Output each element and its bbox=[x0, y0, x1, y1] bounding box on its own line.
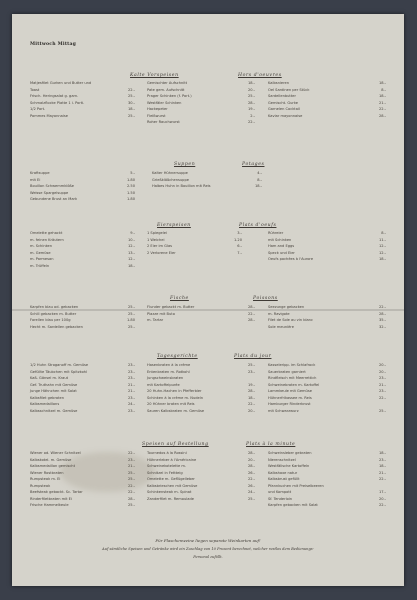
menu-item-price: 21.- bbox=[378, 470, 386, 475]
menu-item-name: Oel Sardinen per Stück bbox=[268, 87, 310, 92]
menu-item-name: Wiener Rostbraten bbox=[30, 470, 64, 475]
menu-item-price: 18.- bbox=[378, 257, 386, 261]
menu-item-price: 28.- bbox=[247, 451, 255, 455]
menu-item-price: 28.- bbox=[247, 389, 255, 393]
menu-item-name: Oeufs pochées à l'Aurore bbox=[268, 257, 314, 261]
menu-item-price: 23.- bbox=[378, 457, 386, 462]
menu-item-name: Kasseleripp. im Schlafrock bbox=[268, 363, 316, 367]
items-tagesgerichte-left bbox=[30, 362, 135, 414]
menu-item-price: 25.- bbox=[127, 477, 135, 481]
menu-item-price: 20.- bbox=[378, 363, 386, 367]
menu-item-name: Toast bbox=[30, 87, 40, 92]
menu-item bbox=[30, 502, 135, 509]
menu-item-price: 20.- bbox=[247, 457, 255, 462]
menu-item-price: 18.- bbox=[247, 395, 255, 400]
menu-item-name: Kraftsuppe bbox=[30, 171, 50, 175]
items-eierspeisen-mid bbox=[147, 230, 242, 256]
menu-item-price: 25.- bbox=[378, 408, 386, 413]
menu-item bbox=[30, 408, 135, 415]
menu-item-name: Garnelen Cocktail bbox=[268, 107, 300, 111]
menu-item-price: 1.80 bbox=[126, 177, 135, 182]
menu-item-name: m. Gemüse bbox=[30, 250, 51, 255]
menu-item bbox=[268, 113, 386, 120]
menu-item-name: Kalbsbrieschen mit Gemüse bbox=[147, 483, 198, 488]
footer-wine-note: Für Flaschenweine liegen separate Weinkarten auf! bbox=[155, 538, 261, 543]
menu-item-name: Pfannkuchen mit Preiselbeeren bbox=[268, 483, 324, 488]
menu-item-price: 21.- bbox=[127, 464, 135, 468]
menu-item-name: Kaß. Gänsel m. Kraut bbox=[30, 376, 69, 380]
menu-item-name: Karpfen gebacken mit Salat bbox=[268, 503, 318, 507]
menu-item-price: 28.- bbox=[247, 464, 255, 468]
items-hors-doeuvres bbox=[268, 80, 386, 119]
menu-item-name: Lammkeule mit Gemüse bbox=[268, 389, 312, 393]
menu-item-name: Hühnerfrikassee m. Reis bbox=[268, 395, 312, 400]
menu-item-price: 22.- bbox=[247, 402, 255, 406]
menu-item-price: 7.- bbox=[237, 250, 242, 255]
menu-item-name: Sf. Tenderloin bbox=[268, 496, 293, 501]
items-kalte-vorspeisen-mid bbox=[147, 80, 255, 126]
menu-item-name: mit Schwarzwurz bbox=[268, 408, 299, 413]
menu-item-name: Hühnerleber à l'Américaine bbox=[147, 457, 197, 462]
menu-item-price: 19.- bbox=[247, 382, 255, 387]
menu-item-name: Kalter Hühnersuppe bbox=[152, 171, 188, 175]
menu-item-price: 28.- bbox=[247, 305, 255, 309]
menu-item-price: 22.- bbox=[378, 503, 386, 507]
menu-item-price: 20.- bbox=[378, 369, 386, 374]
menu-item bbox=[268, 502, 386, 509]
menu-item-price: 25.- bbox=[247, 363, 255, 367]
menu-item-price: 26.- bbox=[247, 483, 255, 488]
menu-item-price: 22.- bbox=[127, 490, 135, 494]
items-plats-doeufs bbox=[268, 230, 386, 263]
menu-item-price: 21.- bbox=[378, 382, 386, 387]
menu-item-name: Schinkensteak m. Spinat bbox=[147, 490, 192, 494]
heading-plats-doeufs: Plats d'oeufs bbox=[239, 223, 277, 228]
menu-item-price: 12.- bbox=[127, 244, 135, 248]
heading-fische: Fische bbox=[170, 296, 189, 301]
items-speisen-auf-bestellung-left bbox=[30, 450, 135, 509]
menu-item-name: Grießklößchensuppe bbox=[152, 177, 189, 182]
menu-item-name: Schweinekotelette m. bbox=[147, 464, 186, 468]
menu-item-price: 25.- bbox=[247, 94, 255, 98]
menu-item-price: 25.- bbox=[127, 113, 135, 118]
menu-item-price: 25.- bbox=[247, 496, 255, 501]
menu-item-name: Kalbsschnitzel m. Gemüse bbox=[30, 408, 78, 413]
menu-item-price: 23.- bbox=[127, 369, 135, 374]
menu-item-name: Schmalzflocke Platte 1 i. Porti. bbox=[30, 100, 85, 105]
menu-item-name: Hackepeter bbox=[147, 107, 168, 111]
menu-item-name: Omelette gehackt bbox=[30, 231, 63, 235]
menu-item-name: Karpfen blau od. gebacken bbox=[30, 305, 79, 309]
menu-item-price: 18.- bbox=[247, 81, 255, 85]
menu-item-price: 4.- bbox=[257, 171, 262, 175]
menu-item-price: 22.- bbox=[378, 107, 386, 111]
menu-item-name: mit Kartoffelpurée bbox=[147, 382, 180, 387]
menu-item-price: 28.- bbox=[378, 113, 386, 118]
menu-item-name: Flunder gebackt m. Butter bbox=[147, 305, 195, 309]
menu-item-name: Gemischt. Gurke bbox=[268, 100, 299, 105]
heading-poissons: Poissons bbox=[253, 296, 278, 301]
menu-item-name: Forellen blau per 100g bbox=[30, 318, 71, 322]
menu-item-name: Rühreier bbox=[268, 231, 284, 235]
menu-item-price: 22.- bbox=[127, 451, 135, 455]
menu-item-price: 18.- bbox=[378, 81, 386, 85]
menu-item-price: 32.- bbox=[378, 324, 386, 329]
menu-item-price: 1.50 bbox=[126, 190, 135, 195]
menu-item-price: 25.- bbox=[127, 311, 135, 316]
heading-plats-du-jour: Plats du jour bbox=[234, 354, 272, 359]
menu-item-name: Hecht m. Sardellen gebacken bbox=[30, 324, 83, 329]
heading-hors-doeuvres: Hors d'oeuvres bbox=[238, 73, 282, 78]
menu-item-price: 35.- bbox=[378, 318, 386, 322]
menu-item-name: Rindfleisch mit Meerrettich bbox=[268, 376, 317, 380]
menu-item-name: Beefsteak gebackt. Sc. Tartar bbox=[30, 490, 83, 494]
menu-item-name: 1 Weichei bbox=[147, 237, 165, 242]
menu-item bbox=[147, 317, 255, 324]
menu-item-name: Pate gem. Aufschnitt bbox=[147, 87, 185, 92]
menu-item-name: Wiener od. Wiener Schnitzel bbox=[30, 451, 81, 455]
menu-item-price: 23.- bbox=[378, 376, 386, 380]
menu-item-price: 12.- bbox=[378, 250, 386, 255]
menu-item-name: Hamburger Rinderbrust bbox=[268, 402, 311, 406]
menu-item-name: Kalbsnieren bbox=[268, 81, 290, 85]
menu-item-name: Westfäler Schinken bbox=[147, 100, 182, 105]
menu-item-price: 2.- bbox=[250, 113, 255, 118]
menu-item-name: Kalbsbrust gefüllt bbox=[268, 477, 300, 481]
menu-item-name: Kaviar mayonnaise bbox=[268, 113, 303, 118]
items-tagesgerichte-mid bbox=[147, 362, 255, 414]
menu-item-name: 20 Hühner braten mit Reis bbox=[147, 402, 195, 406]
menu-item-price: 22.- bbox=[378, 395, 386, 400]
menu-item bbox=[30, 263, 135, 270]
menu-item-price: 24.- bbox=[127, 402, 135, 406]
menu-item bbox=[30, 324, 135, 331]
menu-item-price: 28.- bbox=[127, 496, 135, 501]
menu-item-price: 12.- bbox=[378, 244, 386, 248]
menu-item-price: 23.- bbox=[127, 395, 135, 400]
menu-item-name: m. Tartar bbox=[147, 318, 164, 322]
menu-item-name: Westfälische Kartoffeln bbox=[268, 464, 310, 468]
menu-item-price: 12.- bbox=[127, 257, 135, 261]
menu-item-price: 25.- bbox=[127, 94, 135, 98]
menu-item-price: 21.- bbox=[127, 382, 135, 387]
menu-item-name: Entenbraten m. Rotkohl bbox=[147, 369, 190, 374]
heading-potages: Potages bbox=[242, 162, 265, 167]
menu-item-price: 18.- bbox=[127, 107, 135, 111]
items-fische-mid bbox=[147, 304, 255, 324]
menu-item-name: m. Parmesan bbox=[30, 257, 54, 261]
menu-item-name: Weisse Spargelsuppe bbox=[30, 190, 69, 195]
menu-item-name: Sauerbraten garniert bbox=[268, 369, 306, 374]
menu-item-name: Schweinsleber gebraten bbox=[268, 451, 312, 455]
menu-item-name: Omelette m. Geflügelleber bbox=[147, 477, 195, 481]
menu-item-name: Kalbsmedaillon gemischt bbox=[30, 464, 75, 468]
menu-item-name: Sauren Kalbsbraten m. Gemüse bbox=[147, 408, 205, 413]
menu-item-name: Jungschweinsbraten bbox=[147, 376, 184, 380]
menu-item-price: 20.- bbox=[247, 408, 255, 413]
menu-item-price: 9.- bbox=[130, 231, 135, 235]
menu-item-name: Nierenschnitzel bbox=[268, 457, 296, 462]
items-kalte-vorspeisen-left bbox=[30, 80, 135, 119]
menu-item-price: 25.- bbox=[127, 305, 135, 309]
menu-item-name: Ham and Eggs bbox=[268, 244, 295, 248]
menu-item-name: Rumpsteak bbox=[30, 483, 51, 488]
menu-item-name: Gefüllte Täubchen mit Spitzkohl bbox=[30, 369, 88, 374]
menu-item-price: 17.- bbox=[378, 490, 386, 494]
menu-item-price: 1.80 bbox=[126, 197, 135, 201]
menu-item-price: 21.- bbox=[127, 389, 135, 393]
menu-item-name: mit Ei bbox=[30, 177, 41, 182]
menu-item-name: Seezunge gebacken bbox=[268, 305, 305, 309]
menu-item-price: 22.- bbox=[127, 87, 135, 92]
heading-eierspeisen: Eierspeisen bbox=[157, 223, 191, 228]
menu-item-name: mit Schinken bbox=[268, 237, 292, 242]
menu-item-price: 11.- bbox=[378, 237, 386, 242]
menu-item-price: 26.- bbox=[247, 470, 255, 475]
menu-item-name: Gebundene Brust an Mark bbox=[30, 197, 78, 201]
menu-item-name: 1/2 Port. bbox=[30, 107, 46, 111]
items-fische-left bbox=[30, 304, 135, 330]
menu-item-name: Sardellenbutter bbox=[268, 94, 296, 98]
menu-item-name: 1/2 Huhn Stroganoff m. Gemüse bbox=[30, 363, 89, 367]
menu-item-price: 3.- bbox=[237, 231, 242, 235]
menu-item-price: 24.- bbox=[247, 490, 255, 494]
menu-item-name: Gemischter Aufschnitt bbox=[147, 81, 188, 85]
menu-item-name: Kalbshaxe natur bbox=[268, 470, 298, 475]
menu-item-name: m. Trüffeln bbox=[30, 263, 50, 268]
menu-item-name: Gef. Truthahn mit Gemüse bbox=[30, 382, 78, 387]
menu-item-price: 8.- bbox=[257, 177, 262, 182]
menu-item bbox=[152, 183, 262, 190]
footer-surcharge-note: Auf sämtliche Speisen und Getränke wird ein Zuschlag von 10 Prozent berechnet, welcher restlos dem Bedienungs- bbox=[102, 547, 314, 551]
menu-item-name: Junge Hähnchen mit Salat bbox=[30, 389, 77, 393]
items-eierspeisen-left bbox=[30, 230, 135, 269]
menu-item-name: Rumpsteak m. Ei bbox=[30, 477, 61, 481]
menu-item bbox=[268, 408, 386, 415]
menu-item-price: 21.- bbox=[378, 100, 386, 105]
heading-kalte-vorspeisen: Kalte Vorspeisen bbox=[130, 73, 179, 78]
menu-item bbox=[268, 256, 386, 263]
menu-item bbox=[268, 324, 386, 331]
menu-page bbox=[12, 14, 404, 586]
menu-item-name: Frische Hammelkeule bbox=[30, 503, 69, 507]
menu-item-name: Filet de Sole au vin blanc bbox=[268, 318, 313, 322]
menu-item-name: Sole meunière bbox=[268, 324, 294, 329]
menu-item-name: Bouillon Schwemmklöße bbox=[30, 184, 74, 188]
menu-item-price: 22.- bbox=[378, 477, 386, 481]
menu-item-price: 13.- bbox=[127, 250, 135, 255]
items-speisen-auf-bestellung-mid bbox=[147, 450, 255, 502]
menu-item-name: Hasenbraten à la crème bbox=[147, 363, 191, 367]
menu-item bbox=[30, 196, 135, 203]
items-suppen bbox=[30, 170, 135, 203]
menu-item-name: Kalbsmedaillons bbox=[30, 402, 60, 406]
menu-item-price: 1.80 bbox=[126, 318, 135, 322]
menu-item-name: 2 Verlorene Eier bbox=[147, 250, 176, 255]
menu-item-name: Speck und Eier bbox=[268, 250, 295, 255]
footer-surcharge-note-cont: Personal zufällt. bbox=[193, 555, 223, 559]
heading-speisen-auf-bestellung: Speisen auf Bestellung bbox=[142, 442, 209, 447]
menu-item-price: 6.- bbox=[237, 244, 242, 248]
menu-item-name: Schnitzel in Fettteig bbox=[147, 470, 183, 475]
menu-item-price: 23.- bbox=[127, 408, 135, 413]
menu-item-price: 22.- bbox=[127, 483, 135, 488]
menu-item-name: m. Schinken bbox=[30, 244, 53, 248]
menu-item-price: 22.- bbox=[247, 477, 255, 481]
menu-item bbox=[147, 496, 255, 503]
menu-item-price: 30.- bbox=[127, 100, 135, 105]
menu-item bbox=[30, 113, 135, 120]
menu-item-name: Prager Schinken (f. Port.) bbox=[147, 94, 192, 98]
menu-item-price: 28.- bbox=[247, 100, 255, 105]
menu-item-price: 19.- bbox=[247, 107, 255, 111]
menu-item-name: Rinderfiletbraten mit Ei bbox=[30, 496, 72, 501]
menu-item-price: 25.- bbox=[127, 324, 135, 329]
menu-item-name: Plazze mit Buto bbox=[147, 311, 175, 316]
menu-item-name: Kalbskotel. m. Gemüse bbox=[30, 457, 72, 462]
menu-item-price: 18.- bbox=[254, 184, 262, 188]
items-potages bbox=[152, 170, 262, 190]
heading-tagesgerichte: Tagesgerichte bbox=[157, 354, 198, 359]
menu-item-price: 23.- bbox=[127, 457, 135, 462]
menu-item-name: Schweinebraten m. Kartoffel bbox=[268, 382, 320, 387]
menu-item-name: m. feinen Kräutern bbox=[30, 237, 64, 242]
menu-item-price: 18.- bbox=[127, 263, 135, 268]
menu-item-name: Tournedos à la Rossini bbox=[147, 451, 187, 455]
heading-plats-a-la-minute: Plats à la minute bbox=[246, 442, 296, 447]
menu-item-price: 2.50 bbox=[126, 184, 135, 188]
menu-item-name: 2 Eier im Glas bbox=[147, 244, 173, 248]
menu-item-price: 23.- bbox=[127, 363, 135, 367]
menu-item-price: 18.- bbox=[378, 94, 386, 98]
menu-item-price: 8.- bbox=[381, 87, 386, 92]
menu-item-price: 25.- bbox=[127, 470, 135, 475]
menu-item bbox=[147, 250, 242, 257]
menu-item-name: Schill gebacken m. Butter bbox=[30, 311, 77, 316]
menu-item-name: Halbes Huhn in Bouillon mit Reis bbox=[152, 184, 211, 188]
menu-item-price: 1.20 bbox=[233, 237, 242, 242]
menu-item-price: 5.- bbox=[130, 171, 135, 175]
menu-item-name: und Kompott bbox=[268, 490, 292, 494]
menu-item-name: Schinken à la crème m. Nudeln bbox=[147, 395, 204, 400]
menu-item-name: Matjesfilet Gurken und Butter und bbox=[30, 81, 92, 85]
menu-item-name: 1 Spiegelei bbox=[147, 231, 167, 235]
menu-item-price: 23.- bbox=[378, 389, 386, 393]
menu-item-name: Zanderfilet m. Remoulade bbox=[147, 496, 194, 501]
menu-item-price: 25.- bbox=[127, 503, 135, 507]
menu-item-price: 28.- bbox=[378, 311, 386, 316]
menu-item-price: 20.- bbox=[378, 496, 386, 501]
menu-item-price: 10.- bbox=[127, 237, 135, 242]
menu-item-price: 22.- bbox=[247, 120, 255, 124]
menu-item-price: 18.- bbox=[378, 464, 386, 468]
menu-item-name: Pommes Mayonnaise bbox=[30, 113, 68, 118]
menu-item-price: 20.- bbox=[247, 87, 255, 92]
menu-item-name: m. Ravigote bbox=[268, 311, 290, 316]
menu-item bbox=[147, 119, 255, 126]
menu-item-name: 20 Huhn-Hachen in Pfefferbier bbox=[147, 389, 202, 393]
items-poissons bbox=[268, 304, 386, 330]
menu-item-name: Roher Rauchwurst bbox=[147, 120, 180, 124]
menu-item-price: 22.- bbox=[247, 311, 255, 316]
menu-item-name: Kalbsfilet gebraten bbox=[30, 395, 65, 400]
menu-item-price: 23.- bbox=[127, 376, 135, 380]
items-plats-a-la-minute bbox=[268, 450, 386, 509]
menu-item-price: 18.- bbox=[378, 451, 386, 455]
items-plats-du-jour bbox=[268, 362, 386, 414]
menu-item-name: Frisch. Heringsalat g. garn. bbox=[30, 94, 79, 98]
menu-item-price: 23.- bbox=[247, 369, 255, 374]
menu-item-price: 28.- bbox=[247, 318, 255, 322]
menu-item bbox=[147, 408, 255, 415]
menu-item-name: Fleißwurst bbox=[147, 113, 166, 118]
menu-item-price: 22.- bbox=[378, 305, 386, 309]
heading-suppen: Suppen bbox=[174, 162, 196, 167]
menu-item-price: 8.- bbox=[381, 231, 386, 235]
menu-date-header: Mittwoch Mittag bbox=[30, 42, 77, 47]
